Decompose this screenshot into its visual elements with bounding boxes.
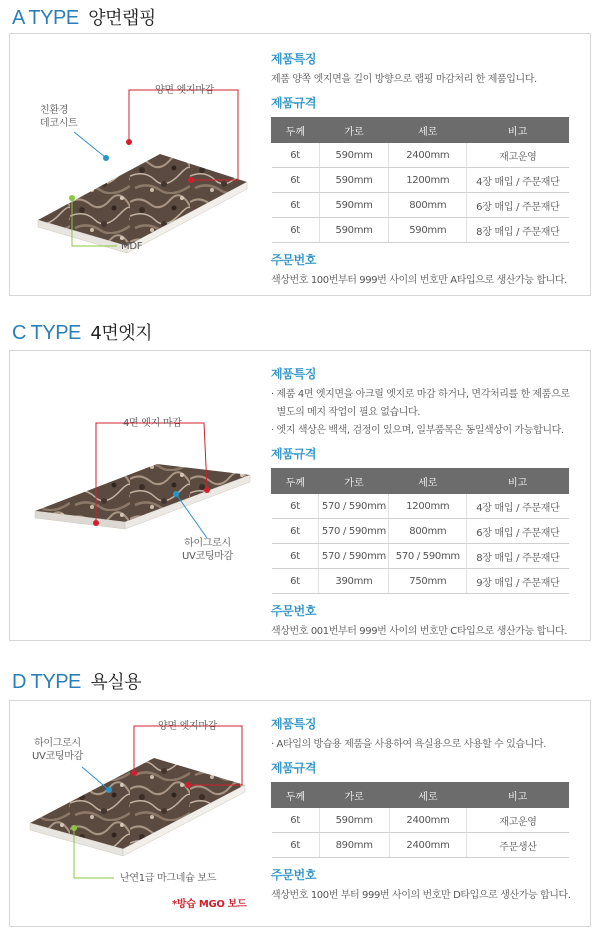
type-label: C TYPE	[12, 322, 81, 344]
table-row	[272, 143, 569, 168]
features-title: 제품특징	[271, 367, 317, 381]
edge-marker	[126, 139, 132, 145]
cell: 6t	[272, 218, 320, 243]
board-illustration-d	[10, 701, 270, 927]
coating-marker	[106, 787, 112, 793]
spec-table	[271, 468, 569, 594]
order-title: 주문번호	[271, 868, 317, 882]
table-row	[272, 168, 569, 193]
section-title-a	[12, 4, 156, 30]
order-title: 주문번호	[271, 604, 317, 618]
order-text: 색상번호 100번 부터 999번 사이의 번호만 D타입으로 생산가능 합니다.	[271, 890, 571, 901]
cell: 590mm	[319, 193, 389, 218]
board-illustration-c	[10, 351, 270, 641]
table-row	[272, 218, 569, 243]
label-edge-finish: 양면 엣지마감	[158, 721, 218, 732]
cell: 1200mm	[389, 168, 467, 193]
cell: 6t	[272, 143, 320, 168]
type-label: A TYPE	[12, 7, 79, 29]
order-title: 주문번호	[271, 253, 317, 267]
order-text: 색상번호 001번부터 999번 사이의 번호만 C타입으로 생산가능 합니다.	[271, 626, 568, 637]
cell: 2400mm	[389, 808, 467, 833]
cell: 1200mm	[389, 494, 467, 519]
label-edge-finish: 양면 엣지마감	[155, 85, 215, 96]
edge-marker	[131, 770, 137, 776]
feature-line: · A타입의 방습용 제품을 사용하여 욕실용으로 사용할 수 있습니다.	[271, 739, 546, 750]
spec-title: 제품규격	[271, 447, 317, 461]
header-cell: 가로	[319, 469, 389, 494]
cell: 390mm	[319, 569, 389, 594]
header-cell: 세로	[389, 783, 467, 808]
table-header-row	[272, 469, 569, 494]
mdf-marker	[69, 195, 75, 201]
label-uv-coating: 하이그로시 UV코팅마감	[182, 538, 234, 562]
table-header-row	[272, 118, 569, 143]
header-cell: 비고	[467, 469, 569, 494]
table-row	[272, 494, 569, 519]
cell: 재고운영	[467, 808, 569, 833]
type-name: 욕실용	[90, 672, 142, 693]
feature-line: 별도의 메지 작업이 필요 없습니다.	[271, 407, 421, 418]
spec-title: 제품규격	[271, 96, 317, 110]
label-eco-sheet: 친환경 데코시트	[40, 105, 78, 129]
cell: 590mm	[319, 168, 389, 193]
cell: 590mm	[319, 143, 389, 168]
label-edge-finish: 4면 엣지 마감	[123, 418, 182, 429]
cell: 4장 매입 / 주문재단	[467, 494, 569, 519]
spec-title: 제품규격	[271, 761, 317, 775]
cell: 590mm	[319, 808, 389, 833]
cell: 6장 매입 / 주문재단	[467, 519, 569, 544]
table-row	[272, 193, 569, 218]
table-row	[272, 519, 569, 544]
cell: 6t	[272, 833, 320, 858]
cell: 9장 매입 / 주문재단	[467, 569, 569, 594]
header-cell: 두께	[272, 118, 320, 143]
cell: 590mm	[319, 218, 389, 243]
cell: 8장 매입 / 주문재단	[467, 544, 569, 569]
cell: 570 / 590mm	[319, 494, 389, 519]
label-uv-coating: 하이그로시 UV코팅마감	[32, 738, 84, 762]
header-cell: 두께	[272, 469, 319, 494]
features-title: 제품특징	[271, 717, 317, 731]
table-row	[272, 569, 569, 594]
type-label: D TYPE	[12, 671, 81, 693]
cell: 6장 매입 / 주문재단	[467, 193, 569, 218]
cell: 570 / 590mm	[319, 544, 389, 569]
label-mdf: MDF	[121, 241, 143, 252]
cell: 재고운영	[467, 143, 569, 168]
cell: 6t	[272, 808, 320, 833]
feature-line: 제품 양쪽 엣지면을 길이 방향으로 랩핑 마감처리 한 제품입니다.	[271, 74, 537, 85]
edge-marker	[93, 520, 99, 526]
cell: 8장 매입 / 주문재단	[467, 218, 569, 243]
info-a	[271, 50, 581, 290]
sheet-marker	[103, 155, 109, 161]
cell: 6t	[272, 569, 319, 594]
cell: 6t	[272, 494, 319, 519]
spec-table	[271, 117, 569, 243]
order-text: 색상번호 100번부터 999번 사이의 번호만 A타입으로 생산가능 합니다.	[271, 275, 567, 286]
info-d	[271, 715, 581, 905]
label-mg-board: 난연1급 마그네슘 보드	[120, 873, 217, 884]
section-c-box	[9, 350, 591, 641]
type-name: 양면랩핑	[88, 8, 156, 29]
cell: 주문생산	[467, 833, 569, 858]
header-cell: 세로	[389, 118, 467, 143]
label-mgo-board: *방습 MGO 보드	[172, 899, 247, 910]
spec-table	[271, 782, 569, 858]
cell: 6t	[272, 193, 320, 218]
coating-marker	[173, 491, 179, 497]
edge-marker	[185, 782, 191, 788]
cell: 800mm	[389, 193, 467, 218]
header-cell: 비고	[467, 118, 569, 143]
cell: 890mm	[319, 833, 389, 858]
type-name: 4면엣지	[90, 323, 153, 344]
cell: 800mm	[389, 519, 467, 544]
table-row	[272, 808, 569, 833]
header-cell: 세로	[389, 469, 467, 494]
section-a-box	[9, 33, 591, 296]
table-header-row	[272, 783, 569, 808]
cell: 2400mm	[389, 143, 467, 168]
board-marker	[71, 825, 77, 831]
info-c	[271, 365, 581, 641]
cell: 6t	[272, 544, 319, 569]
cell: 570 / 590mm	[389, 544, 467, 569]
header-cell: 비고	[467, 783, 569, 808]
header-cell: 두께	[272, 783, 320, 808]
table-row	[272, 833, 569, 858]
cell: 6t	[272, 519, 319, 544]
section-title-d	[12, 668, 141, 694]
cell: 2400mm	[389, 833, 467, 858]
feature-line: · 엣지 색상은 백색, 검정이 있으며, 일부품목은 동일색상이 가능합니다.	[271, 425, 564, 436]
cell: 4장 매입 / 주문재단	[467, 168, 569, 193]
features-title: 제품특징	[271, 52, 317, 66]
edge-marker	[188, 177, 194, 183]
header-cell: 가로	[319, 118, 389, 143]
table-row	[272, 544, 569, 569]
feature-line: · 제품 4면 엣지면을 아크릴 엣지로 마감 하거나, 면각처리를 한 제품으로	[271, 389, 570, 400]
section-d-box	[9, 700, 591, 927]
cell: 750mm	[389, 569, 467, 594]
cell: 590mm	[389, 218, 467, 243]
board-illustration-a	[10, 34, 270, 296]
section-title-c	[12, 319, 152, 345]
cell: 570 / 590mm	[319, 519, 389, 544]
edge-marker	[204, 487, 210, 493]
header-cell: 가로	[319, 783, 389, 808]
cell: 6t	[272, 168, 320, 193]
